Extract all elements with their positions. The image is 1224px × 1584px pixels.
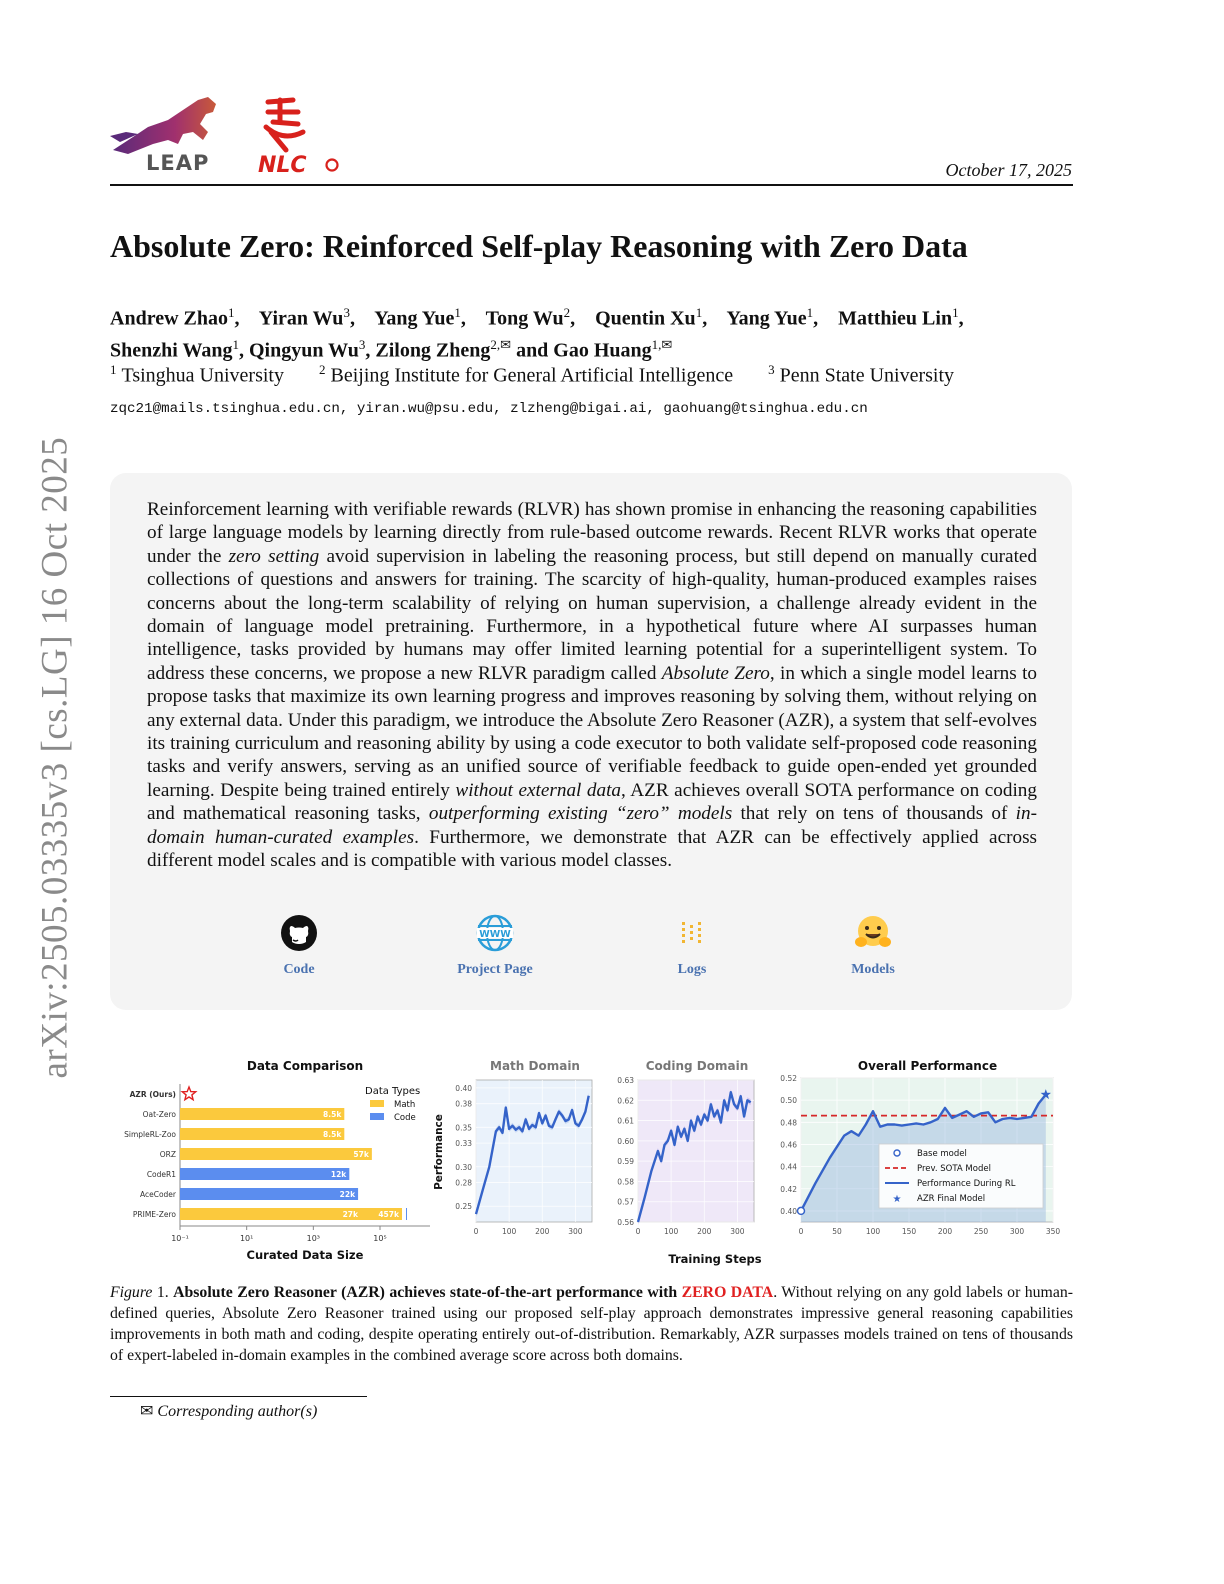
affil-sup: 1 (110, 362, 117, 377)
envelope-icon: ✉ (140, 1403, 154, 1420)
y-tick-label: 0.40 (455, 1083, 472, 1093)
bar (406, 1208, 407, 1220)
abstract-run: that rely on tens of thousands of (732, 803, 1016, 825)
leap-logo-text: LEAP (146, 151, 210, 175)
x-tick-label: 200 (697, 1227, 712, 1236)
author-affil-sup: 3 (343, 305, 350, 320)
legend-title: Data Types (365, 1086, 421, 1097)
header-rule (110, 184, 1073, 186)
author-affil-sup: 1 (952, 305, 959, 320)
x-tick-label: 300 (1009, 1227, 1025, 1236)
plot-area (638, 1080, 754, 1222)
caption-zero-data: ZERO DATA (681, 1284, 774, 1301)
category-label: ORZ (159, 1150, 176, 1159)
abstract-run: , AZR achieves overall SOTA performance on coding and mathematical reasoning tasks, (147, 779, 1037, 825)
footnote-rule (110, 1396, 367, 1397)
bar-value-label: 27k (342, 1210, 359, 1219)
x-tick-label: 0 (635, 1227, 641, 1236)
y-tick-label: 0.46 (780, 1140, 797, 1150)
author: Yiran Wu (258, 307, 344, 330)
y-tick-label: 0.33 (455, 1139, 472, 1149)
author: Matthieu Lin (838, 307, 953, 330)
footnote (140, 1401, 317, 1421)
x-tick-label: 250 (973, 1227, 989, 1236)
y-tick-label: 0.42 (780, 1184, 797, 1194)
affiliations (110, 362, 954, 388)
y-tick-label: 0.60 (617, 1136, 634, 1146)
github-icon (280, 914, 318, 952)
y-tick-label: 0.48 (780, 1118, 797, 1128)
author-affil-sup: 1 (228, 305, 235, 320)
author-affil-sup: 1 (232, 336, 239, 352)
y-tick-label: 0.44 (780, 1162, 797, 1172)
chart-title: Coding Domain (645, 1059, 749, 1073)
code-link-label: Code (283, 962, 315, 977)
affil-sup: 3 (768, 362, 775, 377)
x-tick-label: 350 (1045, 1227, 1061, 1236)
y-tick-label: 0.50 (780, 1096, 797, 1106)
bar-value-label: 8.5k (323, 1130, 342, 1139)
project-page-link-label: Project Page (457, 962, 533, 977)
bar (180, 1208, 402, 1220)
chart-title: Data Comparison (246, 1059, 364, 1073)
chart-title: Math Domain (490, 1059, 580, 1073)
legend-label: Performance During RL (917, 1179, 1016, 1189)
affiliation: Beijing Institute for General Artificial Intelligence (330, 364, 734, 387)
legend-label: Base model (917, 1149, 967, 1159)
abstract-emphasis: in-domain human-curated examples (147, 803, 1037, 848)
bar-value-label: 12k (330, 1170, 347, 1179)
abstract-run: , in which a single model learns to propose tasks that maximize its own learning progress and improves reasoning by solving them, without relying on any external data. Under this paradigm, we introduce the Absolute Zero Reasoner (AZR), a system that self-evolves its training curriculum and reasoning ability by using a code executor to both validate self-proposed code reasoning tasks and verify answers, serving as an unified source of verifiable feedback to guide open-ended yet grounded learning. Despite being trained entirely (147, 662, 1037, 801)
header-logos (108, 92, 348, 182)
author: Andrew Zhao (110, 307, 228, 330)
category-label: PRIME-Zero (132, 1210, 176, 1219)
author-affil-sup: 1 (454, 305, 461, 320)
models-link[interactable] (813, 914, 933, 978)
abstract-text (147, 498, 1037, 873)
x-tick-label: 10⁻¹ (171, 1234, 189, 1243)
y-tick-label: 0.52 (780, 1074, 797, 1083)
x-tick-label: 0 (473, 1227, 479, 1236)
bar (180, 1168, 349, 1180)
legend-label: Math (394, 1100, 416, 1110)
y-tick-label: 0.58 (617, 1177, 634, 1187)
nlc-logo-text: NLC (258, 153, 307, 178)
leap-logo (110, 97, 216, 175)
bar-value-label: 22k (339, 1190, 356, 1199)
code-link[interactable] (239, 914, 359, 978)
y-tick-label: 0.28 (455, 1178, 472, 1188)
x-tick-label: 0 (798, 1227, 804, 1236)
svg-text:WWW: WWW (479, 929, 511, 940)
globe-www-icon (475, 914, 515, 952)
abstract-run: Reinforcement learning with verifiable rewards (RLVR) has shown promise in enhancing the reasoning capabilities of large language models by learning directly from rule-based outcome rewards. Recent RLVR works that operate under the (147, 499, 1037, 567)
abstract-emphasis: without external data (455, 779, 622, 801)
x-tick-label: 200 (535, 1227, 550, 1236)
caption-number: 1. (152, 1284, 174, 1301)
bar (180, 1108, 344, 1120)
logs-link[interactable] (632, 914, 752, 978)
y-tick-label: 0.63 (617, 1076, 634, 1085)
x-tick-label: 300 (568, 1227, 583, 1236)
y-tick-label: 0.38 (455, 1099, 472, 1109)
legend-label: Prev. SOTA Model (917, 1164, 991, 1174)
category-label: AceCoder (139, 1190, 176, 1199)
y-tick-label: 0.30 (455, 1162, 472, 1172)
abstract-run: avoid supervision in labeling the reasoning process, but still depend on manually curated collections of questions and answers for training. The scarcity of high-quality, human-produced examples raises concerns about the long-term scalability of relying on human supervision, a challenge already evident in the domain of language model pretraining. Furthermore, in a hypothetical future where AI surpasses human intelligence, tasks provided by humans may offer limited learning potential for a superintelligent system. To address these concerns, we propose a new RLVR paradigm called (147, 545, 1038, 684)
nlc-logo (258, 100, 338, 178)
bar (180, 1188, 358, 1200)
bar (180, 1128, 344, 1140)
affil-sup: 2 (318, 362, 326, 377)
x-tick-label: 300 (730, 1227, 745, 1236)
y-tick-label: 0.62 (617, 1096, 634, 1106)
x-tick-label: 100 (501, 1227, 517, 1236)
author: Tong Wu (485, 307, 564, 330)
author: Qingyun Wu (248, 339, 359, 362)
azr-star-marker (182, 1087, 195, 1100)
legend-marker: ★ (892, 1194, 902, 1205)
y-tick-label: 0.59 (617, 1157, 634, 1167)
bar (180, 1148, 372, 1160)
x-tick-label: 100 (663, 1227, 679, 1236)
affiliation: Penn State University (779, 364, 955, 387)
legend-label: Code (394, 1113, 416, 1123)
x-tick-label: 150 (901, 1227, 917, 1236)
figure-1 (0, 1070, 1224, 1270)
bar-value-label: 57k (353, 1150, 369, 1159)
caption-bold: Absolute Zero Reasoner (AZR) achieves state-of-the-art performance with (173, 1284, 682, 1301)
category-label: Oat-Zero (142, 1110, 176, 1119)
x-tick-label: 10⁵ (373, 1234, 387, 1243)
bar-value-label: 457k (378, 1210, 399, 1219)
author: and Gao Huang (516, 339, 652, 362)
x-tick-label: 10³ (306, 1234, 321, 1243)
abstract-emphasis: Absolute Zero (661, 662, 770, 684)
abstract-emphasis: outperforming existing “zero” models (428, 803, 733, 825)
logs-link-label: Logs (677, 962, 707, 977)
legend-swatch (370, 1100, 384, 1107)
y-tick-label: 0.56 (617, 1218, 634, 1227)
chart-title: Overall Performance (857, 1059, 998, 1073)
paper-date: October 17, 2025 (945, 160, 1072, 180)
bar-value-label: 8.5k (323, 1110, 342, 1119)
category-label: SimpleRL-Zoo (124, 1130, 176, 1139)
y-tick-label: 0.40 (780, 1206, 797, 1216)
base-model-marker (798, 1207, 805, 1214)
x-tick-label: 100 (865, 1227, 881, 1236)
y-tick-label: 0.35 (455, 1123, 472, 1133)
legend-label: AZR Final Model (917, 1194, 986, 1204)
y-tick-label: 0.25 (455, 1202, 472, 1212)
affiliation: Tsinghua University (121, 364, 284, 387)
footnote-text: Corresponding author(s) (157, 1403, 318, 1420)
legend-marker (894, 1150, 900, 1156)
caption-label: Figure (110, 1284, 153, 1301)
x-axis-title: Training Steps (668, 1252, 762, 1266)
abstract-emphasis: zero setting (228, 545, 320, 567)
x-tick-label: 50 (832, 1227, 842, 1236)
abstract-run: . Furthermore, we demonstrate that AZR can be effectively applied across different model scales and is compatible with various model classes. (147, 826, 1038, 872)
y-tick-label: 0.61 (617, 1116, 634, 1126)
author: Shenzhi Wang (110, 339, 233, 362)
y-tick-label: 0.57 (617, 1197, 634, 1207)
author-list: Andrew Zhao$^1$, Yiran Wu$^3$, Yang Yue$^1$, Tong Wu$^2$, Quentin Xu$^1$, Yang Yue$^1$, Matthieu Lin$^1$, Shenzhi Wang$^1$, Qingyun Wu$^3$, Zilong Zheng$^{2,✉}$ and Gao Huang$^{1,✉}$ (110, 305, 964, 362)
author-affil-sup: 1 (695, 305, 703, 320)
models-link-label: Models (851, 962, 895, 977)
author: Yang Yue (374, 307, 455, 330)
project-page-link[interactable] (435, 914, 555, 978)
paper-title: Absolute Zero: Reinforced Self-play Reasoning with Zero Data (110, 228, 968, 264)
author-affil-sup: 2 (563, 305, 571, 320)
author-affil-sup: 2,✉ (490, 336, 512, 352)
arxiv-stamp: arXiv:2505.03335v3 [cs.LG] 16 Oct 2025 (34, 436, 76, 1079)
x-tick-label: 200 (937, 1227, 953, 1236)
dots-logs-icon (677, 918, 707, 948)
hugging-face-icon (853, 914, 893, 952)
author: Quentin Xu (595, 307, 696, 330)
author-affil-sup: 3 (358, 336, 366, 352)
x-tick-label: 10¹ (239, 1234, 254, 1243)
caption-body: . Without relying on any gold labels or human-defined queries, Absolute Zero Reasoner trained using our proposed self-play approach demonstrates impressive general reasoning capabilities improvements in both math and coding, despite operating entirely out-of-distribution. Remarkably, AZR surpasses models trained on tens of thousands of expert-labeled in-domain examples in the combined average score across both domains. (110, 1284, 1073, 1364)
figure-caption (110, 1282, 1073, 1366)
author-affil-sup: 1 (806, 305, 814, 320)
author: Zilong Zheng (375, 339, 491, 362)
legend-swatch (370, 1113, 384, 1120)
author-affil-sup: 1,✉ (651, 336, 673, 352)
contact-emails: zqc21@mails.tsinghua.edu.cn, yiran.wu@psu.edu, zlzheng@bigai.ai, gaohuang@tsinghua.edu.cn (110, 401, 868, 417)
author: Yang Yue (726, 307, 807, 330)
category-label: AZR (Ours) (129, 1090, 176, 1099)
x-axis-title: Curated Data Size (246, 1248, 364, 1262)
y-axis-title: Performance (433, 1114, 445, 1190)
category-label: CodeR1 (146, 1170, 176, 1179)
